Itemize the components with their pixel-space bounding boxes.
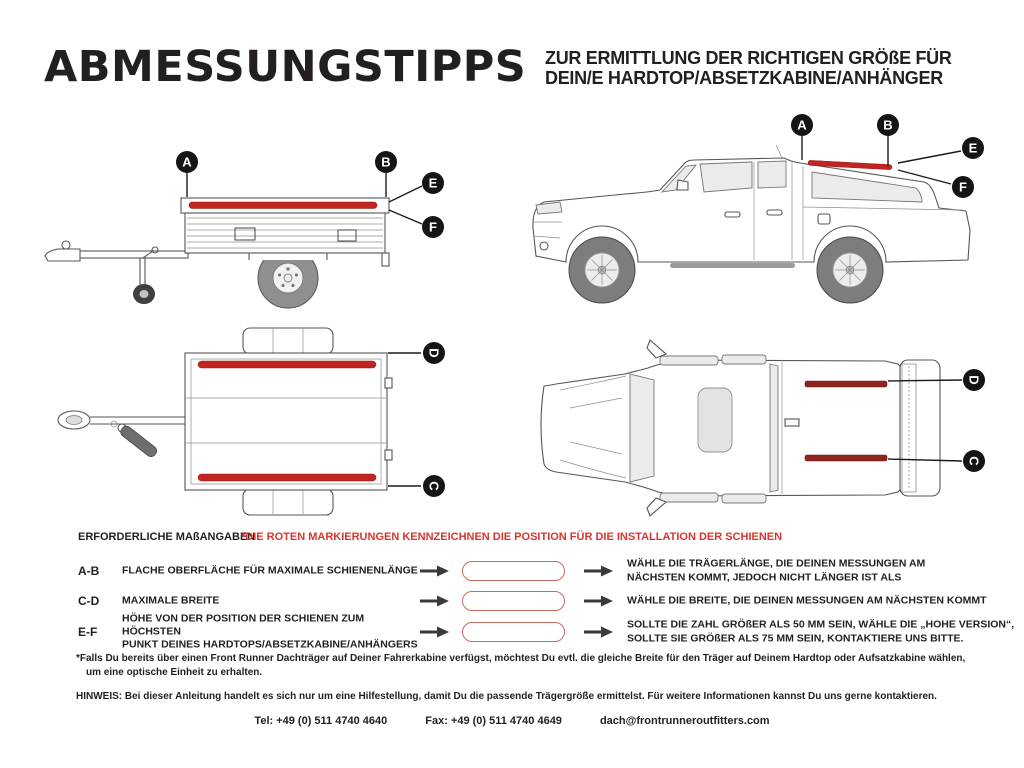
side-latch [385, 378, 392, 388]
rear-cab-window [770, 364, 778, 492]
marker-c [963, 450, 985, 472]
svg-text:F: F [959, 179, 967, 195]
marker-b [877, 114, 899, 136]
measurement-description: FLACHE OBERFLÄCHE FÜR MAXIMALE SCHIENENLÄNGE [122, 564, 418, 577]
measurement-description: HÖHE VON DER POSITION DER SCHIENEN ZUM HÖCHSTEN PUNKT DEINES HARDTOPS/ABSETZKABINE/ANHÄNGERS [122, 612, 418, 651]
jockey-wheel-post [140, 258, 145, 286]
subtitle-line-1: ZUR ERMITTLUNG DER RICHTIGEN GRÖßE FÜR [545, 48, 952, 68]
right-arrow-icon [584, 595, 614, 607]
rear-bracket [382, 253, 389, 266]
trailer-drawbar [78, 251, 188, 258]
page-title: ABMESSUNGSTIPPS [44, 42, 527, 92]
side-window [722, 494, 766, 503]
measurement-code: C-D [78, 594, 100, 608]
svg-text:C: C [426, 481, 442, 491]
right-arrow-icon [584, 626, 614, 638]
rail-marking-red [189, 202, 377, 209]
marker-a [791, 114, 813, 136]
right-arrow-icon [420, 595, 450, 607]
front-door-window [700, 162, 752, 192]
marker-f [422, 216, 444, 238]
truck-top-view-diagram [530, 330, 1000, 530]
marker-b [375, 151, 397, 173]
measurement-description: MAXIMALE BREITE [122, 594, 220, 607]
contact-row [0, 715, 1024, 727]
marker-a [176, 151, 198, 173]
required-measurements-label: ERFORDERLICHE MAßANGABEN [78, 531, 256, 543]
rail-marking-red [198, 474, 376, 481]
svg-text:F: F [429, 219, 437, 235]
rail-marking-red [198, 361, 376, 368]
trailer-fender-bottom [243, 489, 333, 515]
marker-e [962, 137, 984, 159]
measurement-instruction: WÄHLE DIE BREITE, DIE DEINEN MESSUNGEN AM NÄCHSTEN KOMMT [627, 594, 987, 607]
measurement-instruction: SOLLTE DIE ZAHL GRÖßER ALS 50 MM SEIN, WÄHLE DIE „HOHE VERSION“, SOLLTE SIE GRÖßER ALS 75 MM SEIN, KONTAKTIERE UNS BITTE. [627, 618, 1015, 644]
red-markings-note: *DIE ROTEN MARKIERUNGEN KENNZEICHNEN DIE POSITION FÜR DIE INSTALLATION DER SCHIENEN [241, 531, 783, 543]
side-mirror [677, 180, 688, 190]
page-subtitle [545, 48, 952, 88]
side-mirror [647, 498, 666, 516]
marker-c [423, 475, 445, 497]
svg-text:B: B [883, 117, 893, 133]
measurement-instruction: WÄHLE DIE TRÄGERLÄNGE, DIE DEINEN MESSUNGEN AM NÄCHSTEN KOMMT, JEDOCH NICHT LÄNGER IST ALS [627, 557, 926, 583]
rear-wheel [817, 237, 883, 303]
rail-marking-dark-red [805, 455, 887, 461]
rear-door-window [758, 161, 786, 188]
svg-text:D: D [426, 348, 442, 358]
svg-text:A: A [797, 117, 807, 133]
side-mirror [647, 340, 666, 358]
footnote-line-1: *Falls Du bereits über einen Front Runner Dachträger auf Deiner Fahrerkabine verfügst, möchtest Du evtl. die gleiche Breite für den Träger auf Deinem Hardtop oder Aufsatzkabine wählen, [76, 653, 966, 664]
contact-email: dach@frontrunneroutfitters.com [599, 715, 770, 727]
side-window [722, 355, 766, 364]
hitch-handle [62, 241, 70, 249]
trailer-fender-top [243, 328, 333, 354]
measurement-entry-field[interactable] [462, 622, 565, 642]
svg-text:D: D [966, 375, 982, 385]
measurement-entry-field[interactable] [462, 561, 565, 581]
hinweis-note: HINWEIS: Bei dieser Anleitung handelt es sich nur um eine Hilfestellung, damit Du die passende Trägergröße ermittelst. Für weitere Informationen kannst Du uns gerne kontaktieren. [76, 691, 937, 702]
side-window [660, 493, 718, 502]
measurement-row-cd [0, 586, 1024, 616]
marker-d [963, 369, 985, 391]
svg-text:A: A [182, 154, 192, 170]
trailer-box-top [185, 353, 387, 490]
subtitle-line-2: DEIN/E HARDTOP/ABSETZKABINE/ANHÄNGER [545, 68, 943, 88]
measurement-row-ef [0, 614, 1024, 650]
right-arrow-icon [420, 565, 450, 577]
sunroof [698, 388, 732, 452]
marker-d [423, 342, 445, 364]
side-latch [385, 450, 392, 460]
marker-f [952, 176, 974, 198]
windshield-top [630, 374, 654, 482]
measurement-entry-field[interactable] [462, 591, 565, 611]
trailer-hitch-coupler [45, 249, 80, 261]
footnote [76, 652, 1006, 680]
side-window [660, 356, 718, 365]
rail-marking-dark-red [805, 381, 887, 387]
svg-text:C: C [966, 456, 982, 466]
right-arrow-icon [420, 626, 450, 638]
svg-text:E: E [968, 140, 978, 156]
svg-text:E: E [428, 175, 438, 191]
svg-text:B: B [381, 154, 391, 170]
measurement-row-ab [0, 556, 1024, 586]
trailer-top-view-diagram [30, 320, 460, 530]
marker-e [422, 172, 444, 194]
truck-side-view-diagram [520, 110, 990, 310]
measurement-code: E-F [78, 625, 98, 639]
running-board [670, 263, 795, 268]
measurement-code: A-B [78, 564, 100, 578]
trailer-side-view-diagram [30, 120, 460, 320]
contact-fax: Fax: +49 (0) 511 4740 4649 [425, 715, 562, 727]
footnote-line-2: um eine optische Einheit zu erhalten. [86, 667, 263, 678]
right-arrow-icon [584, 565, 614, 577]
contact-tel: Tel: +49 (0) 511 4740 4640 [254, 715, 388, 727]
hitch-handle [119, 424, 159, 459]
front-wheel [569, 237, 635, 303]
